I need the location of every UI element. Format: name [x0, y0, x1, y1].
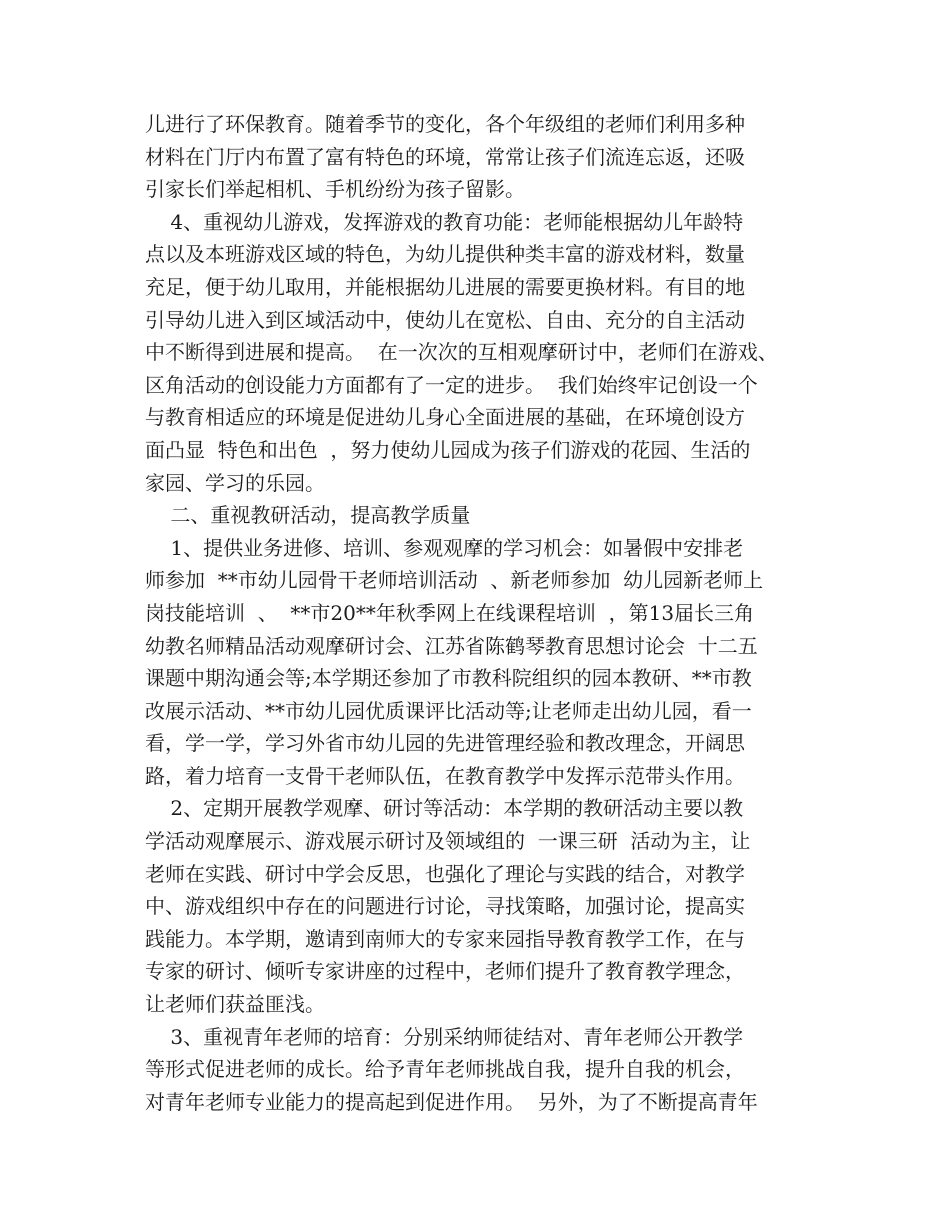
text-line: 老师在实践、研讨中学会反思，也强化了理论与实践的结合，对教学 [145, 861, 745, 886]
text-line: 家园、学习的乐园。 [145, 470, 325, 495]
text-line: 师参加 **市幼儿园骨干老师培训活动 、新老师参加 幼儿园新老师上 [145, 568, 764, 593]
text-line: 4、重视幼儿游戏，发挥游戏的教育功能：老师能根据幼儿年龄特 [145, 209, 744, 234]
text-line: 幼教名师精品活动观摩研讨会、江苏省陈鹤琴教育思想讨论会 十二五 [145, 633, 758, 658]
text-line: 看，学一学，学习外省市幼儿园的先进管理经验和教改理念，开阔思 [145, 731, 745, 756]
body-text [145, 108, 810, 1118]
text-line: 中不断得到进展和提高。 在一次次的互相观摩研讨中，老师们在游戏、 [145, 340, 778, 365]
text-line: 专家的研讨、倾听专家讲座的过程中，老师们提升了教育教学理念， [145, 959, 745, 984]
text-line: 引家长们举起相机、手机纷纷为孩子留影。 [145, 177, 525, 202]
text-line: 1、提供业务进修、培训、参观观摩的学习机会：如暑假中安排老 [145, 535, 744, 560]
text-line: 中、游戏组织中存在的问题进行讨论，寻找策略，加强讨论，提高实 [145, 894, 745, 919]
text-line: 充足，便于幼儿取用，并能根据幼儿进展的需要更换材料。有目的地 [145, 274, 745, 299]
text-line: 课题中期沟通会等;本学期还参加了市教科院组织的园本教研、**市教 [145, 666, 752, 691]
text-line: 材料在门厅内布置了富有特色的环境，常常让孩子们流连忘返，还吸 [145, 144, 745, 169]
text-line: 让老师们获益匪浅。 [145, 992, 325, 1017]
text-line: 改展示活动、**市幼儿园优质课评比活动等;让老师走出幼儿园，看一 [145, 698, 752, 723]
text-line: 学活动观摩展示、游戏展示研讨及领域组的 一课三研 活动为主，让 [145, 829, 751, 854]
text-line: 2、定期开展教学观摩、研讨等活动：本学期的教研活动主要以教 [145, 796, 744, 821]
text-line: 践能力。本学期，邀请到南师大的专家来园指导教育教学工作，在与 [145, 926, 745, 951]
text-line: 点以及本班游戏区域的特色，为幼儿提供种类丰富的游戏材料，数量 [145, 242, 745, 267]
text-line: 面凸显 特色和出色 ，努力使幼儿园成为孩子们游戏的花园、生活的 [145, 437, 751, 462]
text-line: 岗技能培训 、 **市20**年秋季网上在线课程培训 ，第13届长三角 [145, 600, 755, 625]
text-line: 与教育相适应的环境是促进幼儿身心全面进展的基础，在环境创设方 [145, 405, 745, 430]
text-line: 引导幼儿进入到区域活动中，使幼儿在宽松、自由、充分的自主活动 [145, 307, 745, 332]
text-line: 等形式促进老师的成长。给予青年老师挑战自我，提升自我的机会， [145, 1057, 745, 1082]
text-line: 儿进行了环保教育。随着季节的变化，各个年级组的老师们利用多种 [145, 112, 745, 136]
text-line: 路，着力培育一支骨干老师队伍，在教育教学中发挥示范带头作用。 [145, 763, 745, 788]
text-line: 区角活动的创设能力方面都有了一定的进步。 我们始终牢记创设一个 [145, 372, 758, 397]
text-line: 3、重视青年老师的培育：分别采纳师徒结对、青年老师公开教学 [145, 1024, 744, 1049]
text-line: 对青年老师专业能力的提高起到促进作用。 另外，为了不断提高青年 [145, 1089, 758, 1114]
section-heading: 二、重视教研活动，提高教学质量 [145, 503, 471, 528]
